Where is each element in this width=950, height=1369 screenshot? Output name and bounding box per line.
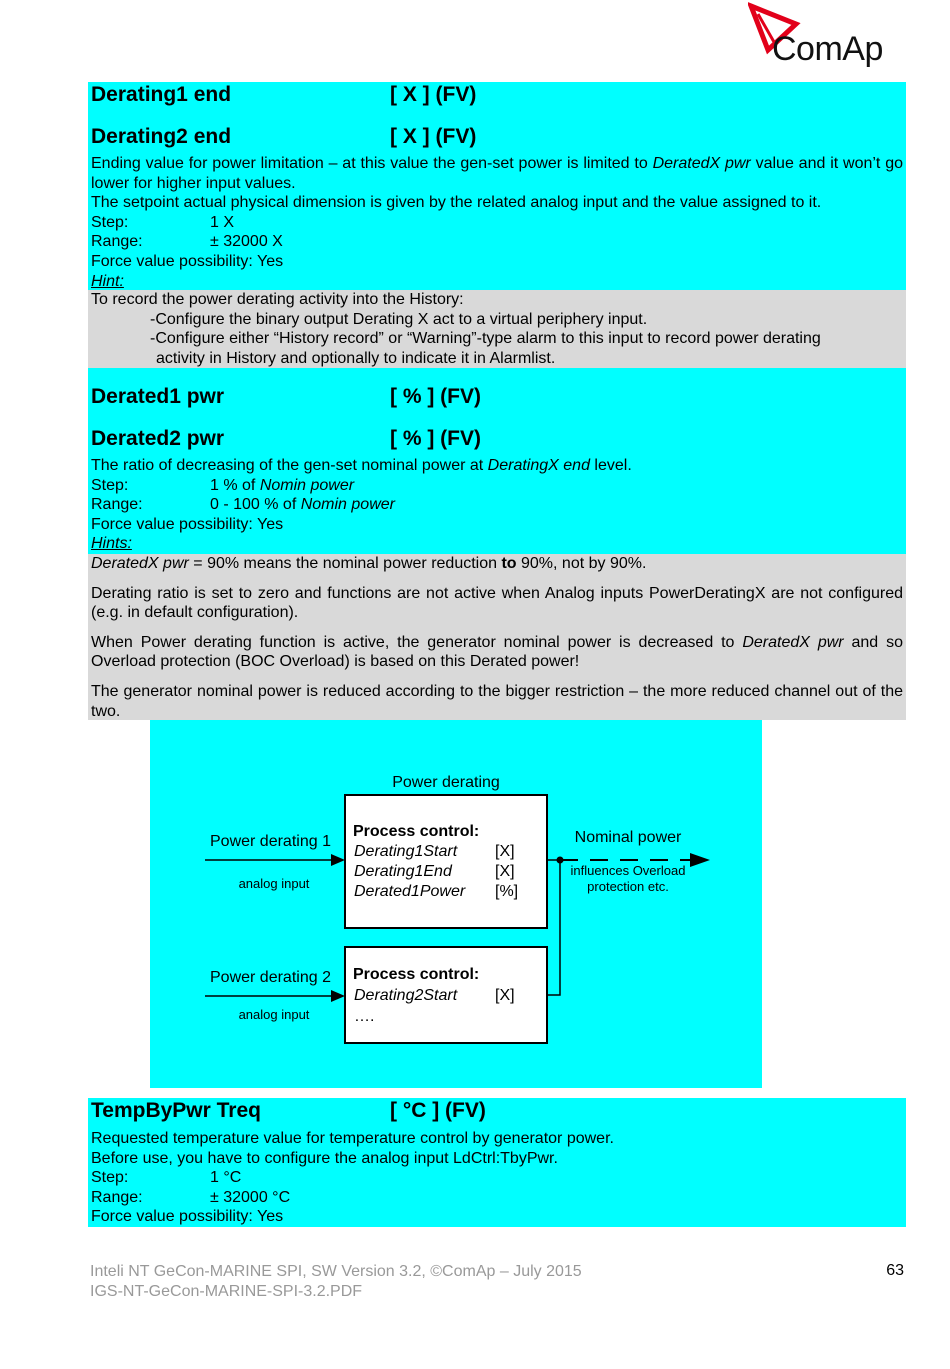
output-sub-1: influences Overload (570, 863, 686, 878)
power-derating-diagram (150, 720, 762, 1088)
hint-box-derating-end (88, 290, 906, 368)
output-arrowhead (690, 853, 710, 867)
heading-derated2-pwr: Derated2 pwr [ % ] (FV) (91, 427, 481, 450)
hint-item-1: -Configure the binary output Derating X act to a virtual periphery input. (150, 310, 648, 328)
range-row: Range: ± 32000 °C (91, 1188, 291, 1206)
section-derated-pwr (88, 368, 906, 554)
section-tempbypwr-treq (88, 1098, 906, 1227)
box1-row-unit: [%] (495, 883, 519, 900)
box1-row-unit: [X] (495, 843, 515, 860)
box2-more: …. (354, 1008, 375, 1025)
diagram-title: Power derating (392, 774, 500, 791)
box2-title: Process control: (353, 966, 480, 983)
input2-label: Power derating 2 (210, 969, 331, 986)
hint-item-2-cont: activity in History and optionally to indicate it in Alarmlist. (156, 349, 556, 367)
description-dimension: The setpoint actual physical dimension is given by the related analog input and the value assigned to it. (91, 194, 822, 212)
box1-row-name: Derated1Power (354, 883, 466, 900)
box1-title: Process control: (353, 823, 480, 840)
input1-label: Power derating 1 (210, 833, 331, 850)
output-label: Nominal power (574, 829, 682, 846)
input1-sub: analog input (238, 876, 310, 891)
box1-row-unit: [X] (495, 863, 515, 880)
page-number: 63 (886, 1262, 904, 1279)
box2-row-unit: [X] (495, 987, 515, 1004)
range-row: Range: ± 32000 X (91, 233, 283, 251)
hints-label: Hints: (91, 535, 132, 553)
hint-intro: To record the power derating activity into the History: (91, 291, 464, 308)
input1-arrowhead (331, 854, 345, 866)
heading-derated1-pwr: Derated1 pwr [ % ] (FV) (91, 385, 481, 408)
heading-derating2-end: Derating2 end [ X ] (FV) (91, 125, 477, 148)
hint-item-3: When Power derating function is active, the generator nominal power is decreased to DeratedX pwr and so Overload protection (BOC Overload) is based on this Derated power! (91, 633, 903, 671)
description: The ratio of decreasing of the gen-set nominal power at DeratingX end level. (91, 457, 632, 474)
hint-box-derated-pwr (88, 554, 906, 720)
heading-derating1-end: Derating1 end [ X ] (FV) (91, 83, 477, 106)
hint-item-1: DeratedX pwr = 90% means the nominal power reduction to 90%, not by 90%. (91, 555, 647, 572)
step-row: Step: 1 °C (91, 1169, 242, 1187)
step-row: Step: 1 X (91, 213, 235, 231)
force-value-text: Force value possibility: Yes (91, 1208, 284, 1226)
input2-arrowhead (331, 990, 345, 1002)
footer-line-1: Inteli NT GeCon-MARINE SPI, SW Version 3.2, ©ComAp – July 2015 (90, 1263, 582, 1280)
heading-tempbypwr-treq: TempByPwr Treq [ °C ] (FV) (91, 1099, 486, 1122)
hint-item-4: The generator nominal power is reduced according to the bigger restriction – the more reduced channel out of the two. (91, 682, 903, 720)
force-value-text: Force value possibility: Yes (91, 515, 284, 533)
input2-sub: analog input (238, 1007, 310, 1022)
description: Requested temperature value for temperature control by generator power. (91, 1130, 614, 1147)
hint-item-2: -Configure either “History record” or “Warning”-type alarm to this input to record power derating (150, 330, 821, 348)
section-derating-end (88, 82, 906, 290)
description-config: Before use, you have to configure the analog input LdCtrl:TbyPwr. (91, 1149, 558, 1167)
box1-row-name: Derating1End (354, 863, 452, 880)
footer-line-2: IGS-NT-GeCon-MARINE-SPI-3.2.PDF (90, 1283, 363, 1300)
force-value-text: Force value possibility: Yes (91, 252, 284, 270)
hint-label: Hint: (91, 272, 124, 290)
diagram-svg (150, 720, 762, 1088)
process-control-box-1 (345, 795, 547, 928)
description: Ending value for power limitation – at this value the gen-set power is limited to DeratedX pwr value and it won’t go lower for higher input values. (91, 155, 903, 192)
box1-row-name: Derating1Start (354, 843, 458, 860)
output-sub-2: protection etc. (587, 879, 669, 894)
step-row: Step: 1 % of Nomin power (91, 476, 355, 494)
range-row: Range: 0 - 100 % of Nomin power (91, 496, 395, 514)
box2-output-line (547, 860, 560, 995)
box2-row-name: Derating2Start (354, 987, 458, 1004)
hint-item-2: Derating ratio is set to zero and functions are not active when Analog inputs PowerDeratingX are not configured (e.g. in default configuration). (91, 584, 903, 622)
comap-logo-text: ComAp (772, 30, 883, 68)
